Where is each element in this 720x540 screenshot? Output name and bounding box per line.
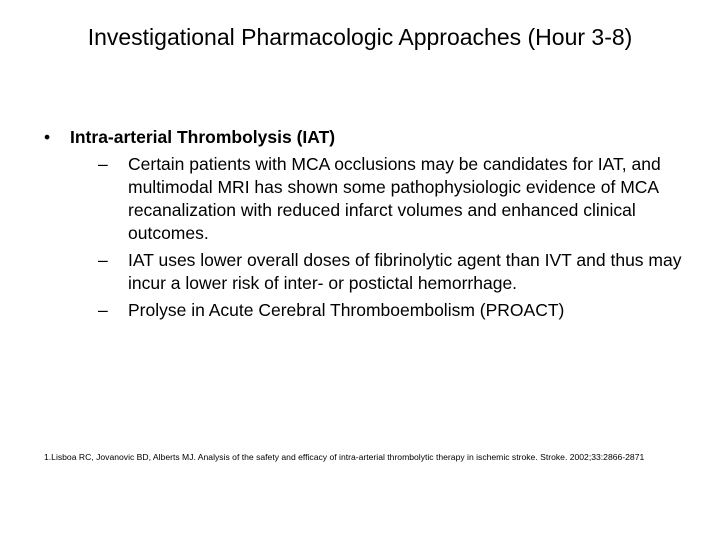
bullet-item [44, 126, 694, 322]
sub-bullet-marker: – [98, 300, 108, 320]
sub-bullet-marker: – [98, 154, 108, 174]
bullet-heading: Intra-arterial Thrombolysis (IAT) [70, 127, 336, 147]
footnote: 1.Lisboa RC, Jovanovic BD, Alberts MJ. Analysis of the safety and efficacy of intra-arterial thrombolytic therapy in ischemic stroke. Stroke. 2002;33:2866-2871 [44, 452, 645, 462]
slide-title: Investigational Pharmacologic Approaches (Hour 3-8) [87, 24, 633, 50]
sub-bullet-list [70, 153, 694, 322]
sub-bullet-marker: – [98, 250, 108, 270]
bullet-marker: • [44, 127, 51, 147]
sub-bullet-text: Certain patients with MCA occlusions may be candidates for IAT, and multimodal MRI has shown some pathophysiologic evidence of MCA recanalization with reduced infarct volumes and enhanced clinical outcomes. [128, 154, 661, 243]
sub-bullet-item [70, 249, 694, 295]
sub-bullet-item [70, 299, 694, 322]
slide-content [44, 126, 694, 326]
sub-bullet-text: Prolyse in Acute Cerebral Thromboembolism (PROACT) [128, 300, 565, 320]
sub-bullet-text: IAT uses lower overall doses of fibrinolytic agent than IVT and thus may incur a lower risk of inter- or postictal hemorrhage. [128, 250, 682, 293]
sub-bullet-item [70, 153, 694, 245]
